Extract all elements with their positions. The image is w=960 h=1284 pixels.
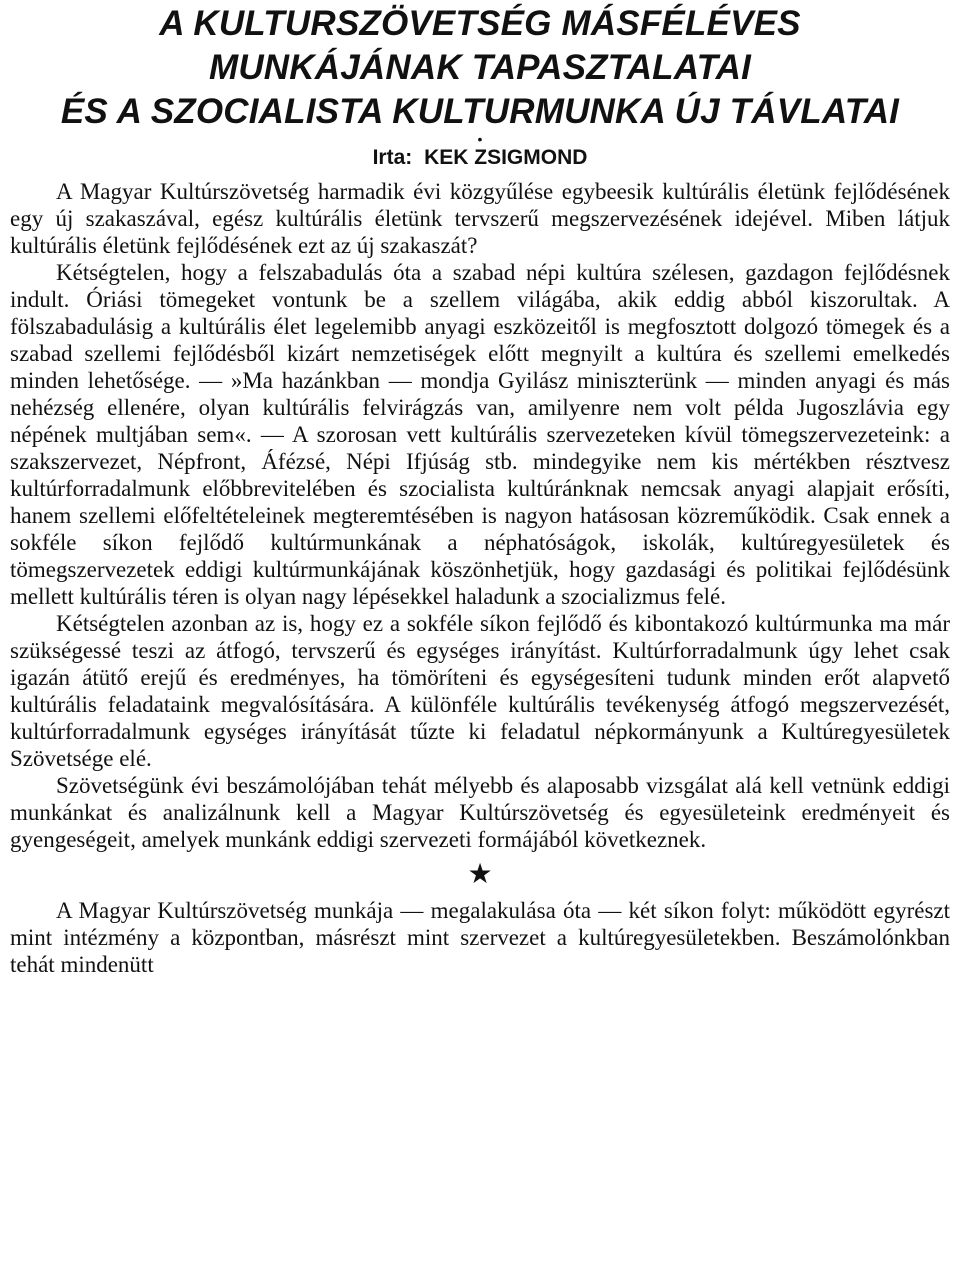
article-body <box>10 178 950 978</box>
title-separator-dot: • <box>477 131 483 147</box>
byline-label: Irta: <box>372 146 413 169</box>
paragraph-1: A Magyar Kultúrszövetség harmadik évi közgyűlése egybeesik kultúrális életünk fejlődésének egy új szakaszával, egész kultúrális életünk tervszerű megszervezésének idejével. Miben látjuk kultúrális életünk fejlődésének ezt az új szakaszát? <box>10 179 950 258</box>
paragraph-3: Kétségtelen azonban az is, hogy ez a sokféle síkon fejlődő és kibontakozó kultúrmunka ma már szükségessé teszi az átfogó, tervszerű és egységes irányítást. Kultúrforradalmunk úgy lehet csak igazán átütő erejű és eredményes, ha tömöríteni és egységesíteni tudunk minden erőt alapvető kultúrális feladataink megvalósítására. A különféle kultúrális tevékenység átfogó megszervezését, kultúrforradalmunk egységes irányítását tűzte ki feladatul népkormányunk a Kultúregyesületek Szövetsége elé. <box>10 611 950 771</box>
section-star-icon: ★ <box>467 857 493 890</box>
title-line-2: MUNKÁJÁNAK TAPASZTALATAI <box>208 48 752 87</box>
title-line-1: A KULTURSZÖVETSÉG MÁSFÉLÉVES <box>159 4 801 43</box>
paragraph-4: Szövetségünk évi beszámolójában tehát mélyebb és alaposabb vizsgálat alá kell vetnünk eddigi munkánkat és analizálnunk kell a Magyar Kultúrszövetség és egyesületeink eredményeit és gyengeségeit, amelyek munkánk eddigi szervezeti formájából következnek. <box>10 773 950 852</box>
paragraph-5: A Magyar Kultúrszövetség munkája — megalakulása óta — két síkon folyt: működött egyrészt mint intézmény a központban, másrészt mint szervezet a kultúregyesületekben. Beszámolónkban tehát mindenütt <box>10 898 950 977</box>
byline <box>10 144 950 172</box>
article-title <box>10 2 950 134</box>
paragraph-2: Kétségtelen, hogy a felszabadulás óta a szabad népi kultúra szélesen, gazdagon fejlődésnek indult. Óriási tömegeket vontunk be a szellem világába, akik eddig abból kiszorultak. A fölszabadulásig a kultúrális élet legelemibb anyagi eszközeitől is megfosztott dolgozó tömegek és a szabad szellemi fejlődésből kizárt nemzetiségek előtt megnyilt a kultúra és szellemi emelkedés minden lehetősége. — »Ma hazánkban — mondja Gyilász miniszterünk — minden anyagi és más nehézség ellenére, olyan kultúrális felvirágzás van, amilyenre nem volt példa Jugoszlávia egy népének multjában sem«. — A szorosan vett kultúrális szervezeteken kívül tömegszervezeteink: a szakszervezet, Népfront, Áfézsé, Népi Ifjúság stb. mindegyike nem kis mértékben résztvesz kultúrforradalmunk előbbrevitelében és szocialista kultúránknak nemcsak anyagi alapjait erősíti, hanem szellemi előfeltételeinek megteremtésében is nagyon hatásosan közreműködik. Csak ennek a sokféle síkon fejlődő kultúrmunkának a néphatóságok, iskolák, kultúregyesületek és tömegszervezetek eddigi kultúrmunkájának köszönhetjük, hogy gazdasági és politikai fejlődésünk mellett kultúrális téren is olyan nagy lépésekkel haladunk a szocializmus felé. <box>10 260 950 609</box>
title-line-3: ÉS A SZOCIALISTA KULTURMUNKA ÚJ TÁVLATAI <box>60 92 900 131</box>
author-name: KEK ZSIGMOND <box>424 146 588 169</box>
